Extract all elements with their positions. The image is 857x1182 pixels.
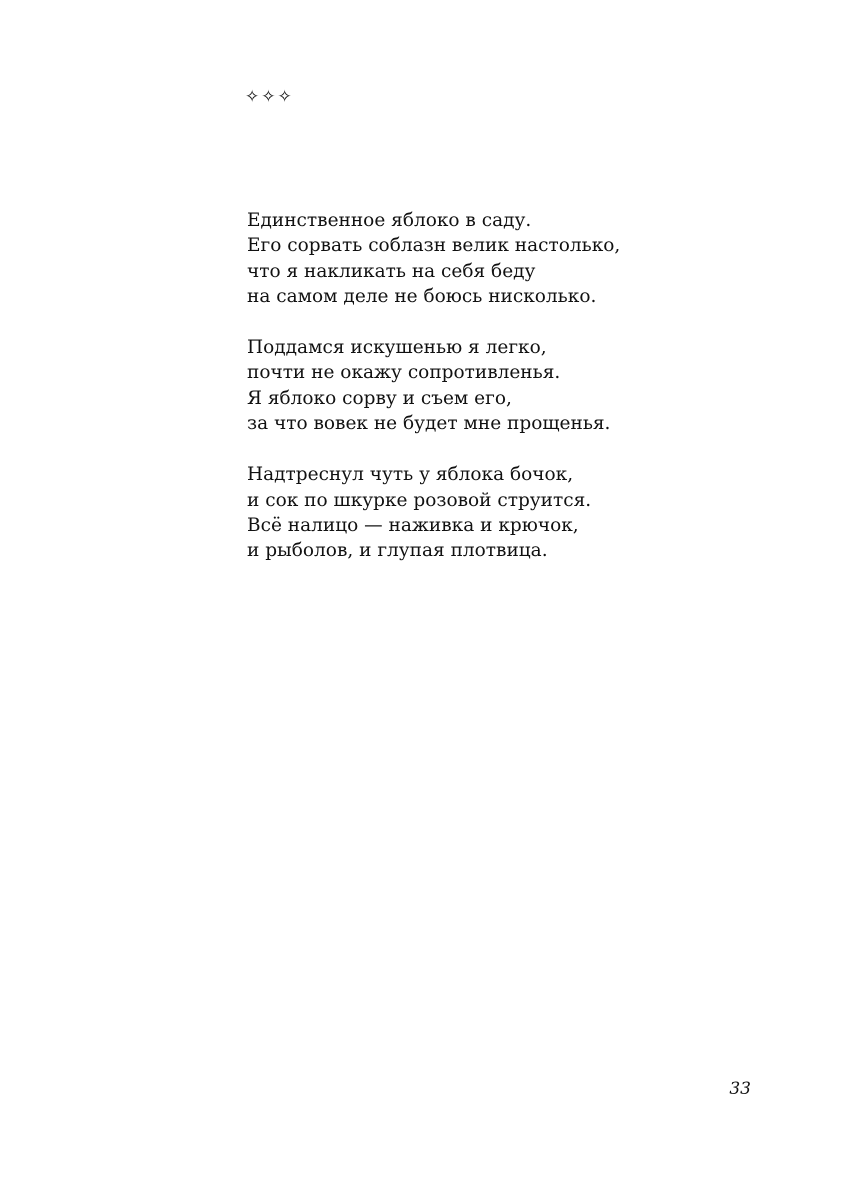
poem-line: Я яблоко сорву и съем его,	[247, 387, 512, 409]
poem-line: на самом деле не боюсь нисколько.	[247, 285, 597, 307]
stanza-2	[247, 335, 697, 436]
poem-line: Поддамся искушенью я легко,	[247, 337, 547, 359]
poem-line: Надтреснул чуть у яблока бочок,	[247, 464, 574, 486]
poem-line: Всё налицо — наживка и крючок,	[247, 514, 579, 536]
poem-line: Его сорвать соблазн велик настолько,	[247, 235, 621, 257]
poem-line: Единственное яблоко в саду.	[247, 210, 532, 231]
stanza-3	[247, 462, 697, 563]
poem-line: что я накликать на себя беду	[247, 260, 536, 282]
section-ornament: ✧✧✧	[245, 87, 294, 107]
stanza-1	[247, 208, 697, 309]
poem-line: и рыболов, и глупая плотвица.	[247, 540, 548, 562]
page-number: 33	[729, 1079, 751, 1099]
poem	[247, 208, 697, 590]
poem-line: почти не окажу сопротивленья.	[247, 362, 561, 384]
poem-line: и сок по шкурке розовой струится.	[247, 489, 592, 511]
poem-line: за что вовек не будет мне прощенья.	[247, 413, 611, 435]
